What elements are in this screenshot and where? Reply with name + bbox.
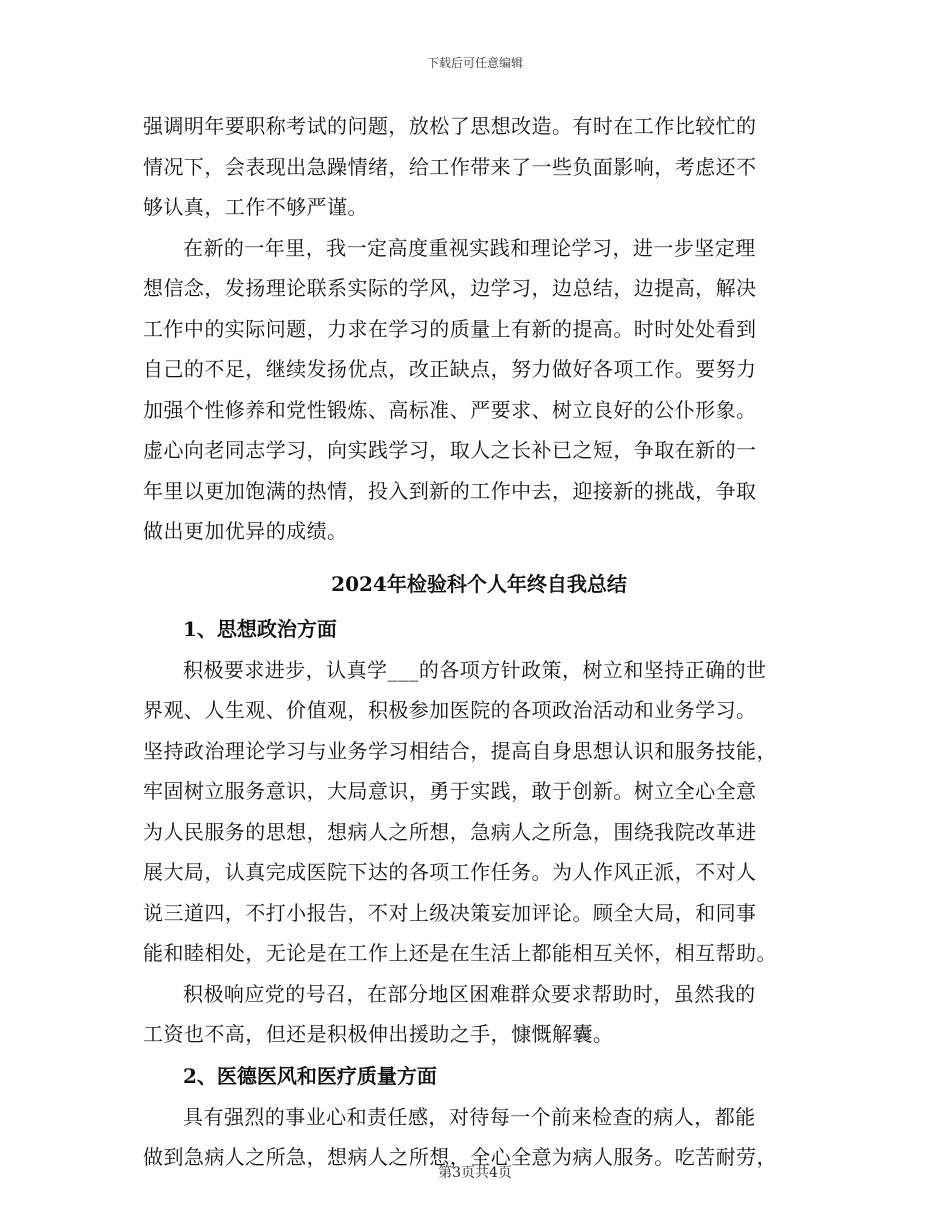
text-line: 界观、人生观、价值观，积极参加医院的各项政治活动和业务学习。 (143, 698, 757, 722)
text-line: 加强个性修养和党性锻炼、高标准、严要求、树立良好的公仆形象。 (143, 397, 757, 422)
text-line: 积极要求进步，认真学___的各项方针政策，树立和坚持正确的世 (183, 657, 767, 682)
text-line: 年里以更加饱满的热情，投入到新的工作中去，迎接新的挑战，争取 (143, 478, 757, 503)
paragraph-2 (143, 228, 823, 552)
document-title: 2024年检验科个人年终自我总结 (331, 571, 627, 596)
text-line: 工作中的实际问题，力求在学习的质量上有新的提高。时时处处看到 (143, 316, 757, 341)
text-line: 做到急病人之所急，想病人之所想，全心全意为病人服务。吃苦耐劳， (143, 1145, 777, 1169)
paragraph-3 (143, 650, 823, 974)
paragraph-1 (143, 106, 823, 228)
page-header: 下载后可任意编辑 (426, 56, 523, 70)
text-line: 坚持政治理论学习与业务学习相结合，提高自身思想认识和服务技能， (143, 738, 777, 763)
document-body (143, 106, 823, 1178)
text-line: 具有强烈的事业心和责任感，对待每一个前来检查的病人，都能 (183, 1104, 756, 1129)
text-line: 说三道四，不打小报告，不对上级决策妄加评论。顾全大局，和同事 (143, 900, 757, 925)
text-line: 积极响应党的号召，在部分地区困难群众要求帮助时，虽然我的 (183, 981, 756, 1006)
text-line: 牢固树立服务意识，大局意识，勇于实践，敢于创新。树立全心全意 (143, 779, 757, 803)
text-line: 够认真，工作不够严谨。 (143, 195, 368, 219)
text-line: 虚心向老同志学习，向实践学习，取人之长补已之短，争取在新的一 (143, 438, 757, 462)
text-line: 在新的一年里，我一定高度重视实践和理论学习，进一步坚定理 (183, 235, 756, 260)
text-line: 工资也不高，但还是积极伸出援助之手，慷慨解囊。 (143, 1022, 614, 1046)
text-line: 自己的不足，继续发扬优点，改正缺点，努力做好各项工作。要努力 (143, 357, 757, 381)
section-heading-1: 1、思想政治方面 (183, 616, 337, 641)
text-line: 为人民服务的思想，想病人之所想，急病人之所急，围绕我院改革进 (143, 819, 757, 844)
section-heading-2: 2、医德医风和医疗质量方面 (183, 1063, 437, 1088)
text-line: 展大局，认真完成医院下达的各项工作任务。为人作风正派，不对人 (143, 860, 757, 884)
text-line: 做出更加优异的成绩。 (143, 519, 348, 543)
text-line: 强调明年要职称考试的问题，放松了思想改造。有时在工作比较忙的 (143, 114, 757, 138)
text-line: 能和睦相处，无论是在工作上还是在生活上都能相互关怀，相互帮助。 (143, 941, 777, 965)
paragraph-4 (143, 974, 823, 1055)
text-line: 想信念，发扬理论联系实际的学风，边学习，边总结，边提高，解决 (143, 276, 757, 300)
text-line: 情况下，会表现出急躁情绪，给工作带来了一些负面影响，考虑还不 (143, 154, 757, 179)
page-footer: 第3页共4页 (438, 1165, 512, 1181)
